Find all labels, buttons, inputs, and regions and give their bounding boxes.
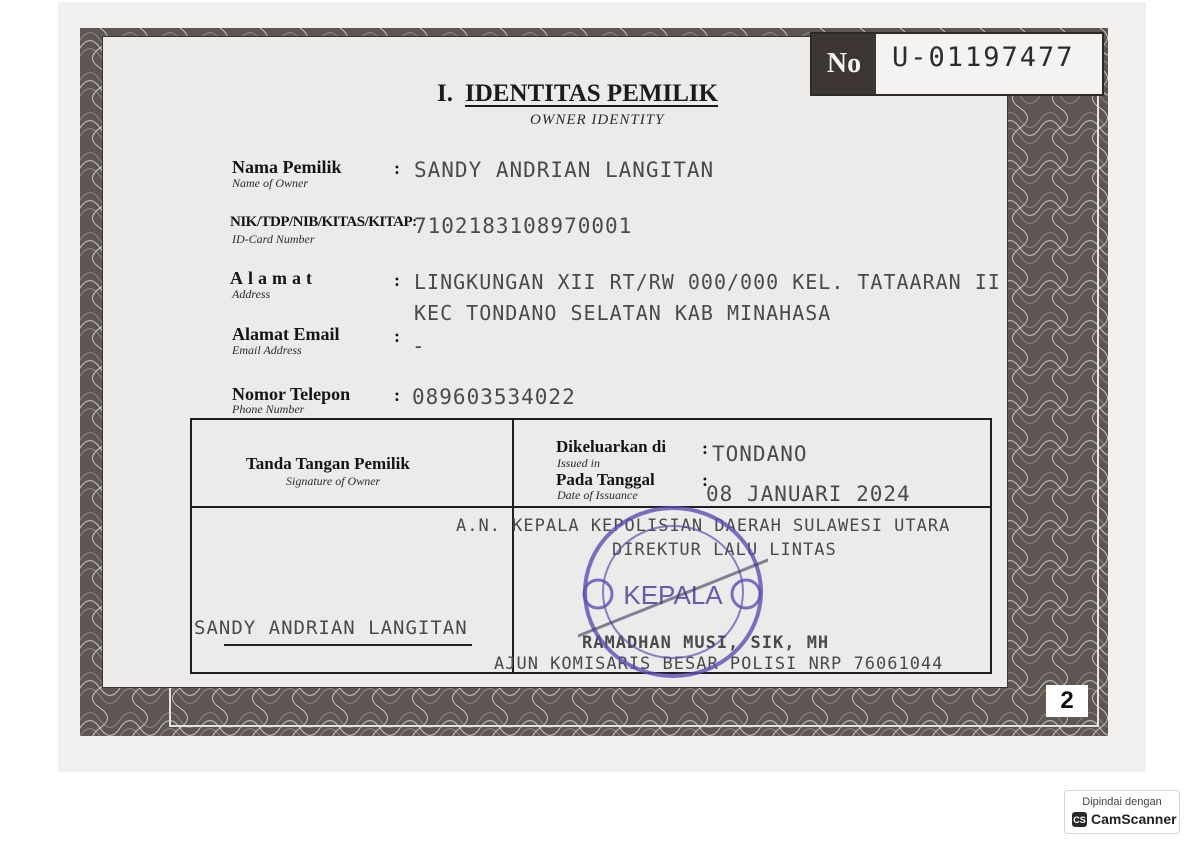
authority-line-2: DIREKTUR LALU LINTAS xyxy=(612,540,837,560)
issue-date-label: Pada Tanggal xyxy=(556,470,655,489)
address-colon: : xyxy=(394,270,400,290)
name-colon: : xyxy=(394,158,400,178)
watermark-brand: CamScanner xyxy=(1091,811,1177,827)
nik-sublabel: ID-Card Number xyxy=(232,232,315,246)
owner-signature-label: Tanda Tangan Pemilik xyxy=(246,454,410,473)
table-divider-vertical xyxy=(512,420,514,672)
phone-label: Nomor Telepon xyxy=(232,384,351,404)
issued-in-colon: : xyxy=(702,438,708,458)
section-subtitle: OWNER IDENTITY xyxy=(530,112,665,128)
issue-date-colon: : xyxy=(702,470,708,490)
police-stamp xyxy=(578,502,768,682)
issued-in-sublabel: Issued in xyxy=(557,456,600,470)
official-name: RAMADHAN MUSI, SIK, MH xyxy=(582,633,830,653)
section-title-text: IDENTITAS PEMILIK xyxy=(464,80,719,107)
phone-value: 089603534022 xyxy=(412,385,576,409)
address-label: Alamat xyxy=(230,268,317,288)
name-sublabel: Name of Owner xyxy=(232,176,308,190)
issue-date-value: 08 JANUARI 2024 xyxy=(706,482,911,506)
camscanner-logo-icon: CS xyxy=(1072,812,1087,827)
name-value: SANDY ANDRIAN LANGITAN xyxy=(414,158,715,182)
camscanner-watermark xyxy=(1064,790,1180,834)
owner-signature-sublabel: Signature of Owner xyxy=(286,474,381,488)
number-label: No xyxy=(812,34,876,94)
page-number: 2 xyxy=(1046,685,1088,717)
address-line1: LINGKUNGAN XII RT/RW 000/000 KEL. TATAARAN II xyxy=(414,270,1001,294)
email-colon: : xyxy=(394,326,400,346)
issue-date-sublabel: Date of Issuance xyxy=(557,488,638,502)
email-label: Alamat Email xyxy=(232,324,340,344)
stamp-text: KEPALA xyxy=(623,580,723,610)
nik-value: 7102183108970001 xyxy=(414,214,633,238)
watermark-label: Dipindai dengan xyxy=(1082,796,1162,808)
nik-label: NIK/TDP/NIB/KITAS/KITAP: xyxy=(230,214,417,230)
phone-sublabel: Phone Number xyxy=(232,402,305,416)
document-number-box xyxy=(810,32,1104,96)
owner-printed-name: SANDY ANDRIAN LANGITAN xyxy=(194,617,468,639)
owner-signature-line xyxy=(224,644,472,646)
section-numeral: I. xyxy=(437,80,453,107)
phone-colon: : xyxy=(394,385,400,405)
issued-in-label: Dikeluarkan di xyxy=(556,437,667,456)
issued-in-value: TONDANO xyxy=(712,442,808,466)
section-title xyxy=(437,80,718,108)
address-line2: KEC TONDANO SELATAN KAB MINAHASA xyxy=(414,301,832,325)
number-value: U-01197477 xyxy=(892,42,1075,73)
email-sublabel: Email Address xyxy=(232,343,302,357)
official-rank: AJUN KOMISARIS BESAR POLISI NRP 76061044 xyxy=(494,654,944,674)
name-label: Nama Pemilik xyxy=(232,157,342,177)
authority-line-1: A.N. KEPALA KEPOLISIAN DAERAH SULAWESI UTARA xyxy=(456,516,951,536)
email-value: - xyxy=(412,334,426,358)
address-sublabel: Address xyxy=(232,287,271,301)
